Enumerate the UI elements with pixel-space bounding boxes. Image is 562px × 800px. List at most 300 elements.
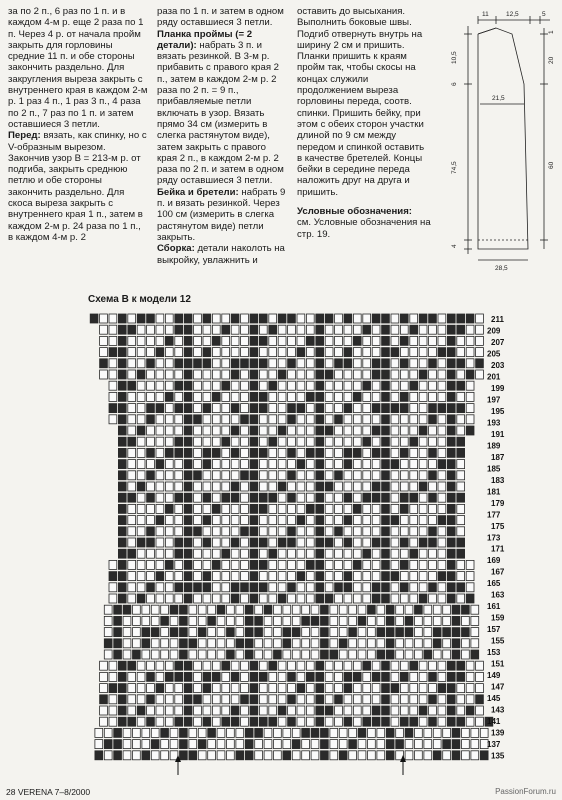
dim-label: 4 [451,244,458,248]
chart-cell [372,426,380,435]
chart-cell [415,751,423,760]
chart-cell [457,594,465,603]
chart-cell [339,740,347,749]
row-number-label: 167 [491,567,505,577]
chart-cell [316,661,324,670]
chart-cell [137,336,145,345]
chart-cell [128,370,136,379]
chart-cell [109,381,117,390]
chart-cell [165,415,173,424]
chart-cell [335,549,343,558]
chart-cell [278,493,286,502]
chart-cell [419,695,427,704]
chart-cell [288,415,296,424]
chart-cell [447,583,455,592]
chart-cell [165,504,173,513]
chart-cell [344,504,352,513]
chart-cell [372,549,380,558]
chart-cell [429,325,437,334]
chart-cell [410,348,418,357]
chart-cell [241,381,249,390]
chart-cell [184,359,192,368]
chart-cell [410,504,418,513]
chart-cell [316,404,324,413]
chart-cell [245,628,253,637]
chart-cell [156,404,164,413]
chart-cell [222,504,230,513]
chart-cell [241,527,249,536]
chart-cell [180,650,188,659]
chart-cell [400,572,408,581]
chart-cell [429,437,437,446]
chart-cell [288,404,296,413]
chart-cell [137,471,145,480]
chart-cell [231,583,239,592]
chart-cell [438,348,446,357]
chart-cell [203,695,211,704]
chart-cell [194,314,202,323]
chart-cell [212,437,220,446]
paragraph: за по 2 п., 6 раз по 1 п. и в каждом 4-м р. еще 2 раза по 1 п. Через 4 р. от начала пройм закрыть для горловины средние 11 п. и обе стороны закончить раздельно. Для закругления выреза закрыть с внутреннего края в каждом 2-м р. 1 раз 4 п., 1 раз 3 п., 4 раза по 2 п., 7 раз по 1 п. и затем оставшиеся 3 петли. [8,6,148,130]
chart-cell [306,661,314,670]
chart-cell [443,728,451,737]
chart-cell [250,706,258,715]
chart-cell [288,482,296,491]
chart-cell [208,751,216,760]
chart-cell [147,471,155,480]
chart-cell [133,628,141,637]
chart-cell [175,359,183,368]
chart-cell [231,437,239,446]
chart-cell [147,381,155,390]
chart-cell [302,639,310,648]
chart-cell [335,415,343,424]
chart-cell [180,740,188,749]
chart-cell [443,628,451,637]
chart-cell [419,482,427,491]
chart-cell [269,717,277,726]
chart-cell [109,684,117,693]
row-number-label: 177 [487,510,501,520]
chart-cell [114,650,122,659]
chart-cell [457,426,465,435]
chart-cell [339,628,347,637]
chart-cell [278,448,286,457]
chart-cell [184,661,192,670]
chart-cell [391,370,399,379]
chart-cell [363,415,371,424]
chart-cell [447,336,455,345]
chart-cell [137,672,145,681]
chart-cell [165,370,173,379]
chart-cell [316,695,324,704]
chart-cell [203,460,211,469]
chart-cell [335,448,343,457]
chart-cell [363,370,371,379]
chart-cell [156,381,164,390]
chart-cell [184,527,192,536]
chart-cell [457,504,465,513]
chart-cell [292,639,300,648]
chart-cell [288,706,296,715]
chart-cell [156,314,164,323]
chart-cell [137,583,145,592]
chart-cell [259,583,267,592]
chart-cell [283,628,291,637]
chart-cell [114,751,122,760]
chart-cell [137,493,145,502]
chart-cell [250,684,258,693]
chart-cell [297,325,305,334]
chart-cell [231,549,239,558]
chart-cell [231,594,239,603]
chart-cell [372,717,380,726]
chart-cell [372,661,380,670]
chart-cell [335,404,343,413]
chart-cell [241,460,249,469]
chart-cell [137,392,145,401]
chart-cell [175,717,183,726]
chart-cell [165,314,173,323]
chart-cell [438,695,446,704]
chart-cell [466,348,474,357]
chart-cell [429,392,437,401]
chart-cell [269,684,277,693]
page-footer: 28 VERENA 7–8/2000 [6,787,91,797]
chart-cell [118,460,126,469]
chart-cell [400,325,408,334]
chart-cell [419,471,427,480]
chart-cell [325,717,333,726]
chart-cell [128,661,136,670]
chart-cell [118,348,126,357]
chart-cell [288,572,296,581]
chart-cell [353,594,361,603]
chart-cell [391,538,399,547]
chart-cell [100,684,108,693]
chart-cell [466,336,474,345]
chart-cell [259,359,267,368]
chart-cell [400,594,408,603]
chart-cell [443,740,451,749]
chart-cell [151,605,159,614]
chart-cell [288,538,296,547]
chart-cell [231,359,239,368]
chart-cell [447,549,455,558]
chart-cell [462,628,470,637]
chart-cell [264,628,272,637]
chart-cell [288,661,296,670]
chart-cell [142,628,150,637]
chart-cell [400,348,408,357]
chart-cell [349,616,357,625]
chart-cell [104,650,112,659]
chart-cell [372,504,380,513]
chart-cell [245,728,253,737]
chart-cell [316,717,324,726]
chart-cell [438,482,446,491]
chart-cell [447,672,455,681]
dim-label: 11 [482,11,489,18]
chart-cell [165,538,173,547]
chart-cell [241,348,249,357]
chart-cell [438,437,446,446]
chart-cell [137,448,145,457]
chart-cell [184,448,192,457]
chart-cell [302,740,310,749]
chart-cell [109,706,117,715]
chart-cell [363,336,371,345]
chart-cell [100,336,108,345]
chart-cell [208,605,216,614]
chart-cell [118,538,126,547]
row-number-label: 185 [487,464,501,474]
chart-cell [104,639,112,648]
chart-cell [222,471,230,480]
chart-cell [405,751,413,760]
chart-cell [283,650,291,659]
chart-cell [353,538,361,547]
chart-cell [447,572,455,581]
chart-cell [419,594,427,603]
chart-cell [175,672,183,681]
chart-cell [344,404,352,413]
chart-cell [372,314,380,323]
chart-cell [241,325,249,334]
chart-cell [250,348,258,357]
chart-cell [274,605,282,614]
chart-cell [278,516,286,525]
chart-cell [429,415,437,424]
chart-cell [410,437,418,446]
chart-cell [165,482,173,491]
chart-cell [335,717,343,726]
chart-cell [203,314,211,323]
chart-cell [438,516,446,525]
chart-cell [400,370,408,379]
chart-cell [438,493,446,502]
chart-cell [170,728,178,737]
chart-cell [447,460,455,469]
chart-cell [156,437,164,446]
chart-cell [156,516,164,525]
chart-cell [429,560,437,569]
chart-cell [278,684,286,693]
chart-cell [231,504,239,513]
chart-cell [330,728,338,737]
chart-cell [405,639,413,648]
chart-cell [250,493,258,502]
chart-cell [325,415,333,424]
chart-cell [353,415,361,424]
chart-cell [382,672,390,681]
chart-cell [457,493,465,502]
chart-cell [325,560,333,569]
chart-cell [316,538,324,547]
chart-cell [306,426,314,435]
chart-cell [255,639,263,648]
chart-cell [241,504,249,513]
chart-cell [114,628,122,637]
chart-cell [363,448,371,457]
chart-cell [288,504,296,513]
chart-cell [156,594,164,603]
chart-cell [424,639,432,648]
chart-cell [429,661,437,670]
chart-cell [410,717,418,726]
chart-cell [358,628,366,637]
chart-cell [128,527,136,536]
chart-cell [217,740,225,749]
chart-cell [457,572,465,581]
chart-cell [321,650,329,659]
chart-cell [372,572,380,581]
chart-cell [184,493,192,502]
chart-cell [377,628,385,637]
chart-cell [306,448,314,457]
chart-cell [457,370,465,379]
chart-cell [396,650,404,659]
chart-cell [325,392,333,401]
chart-cell [405,628,413,637]
chart-cell [259,493,267,502]
chart-cell [236,616,244,625]
chart-cell [316,370,324,379]
chart-cell [410,314,418,323]
chart-cell [471,751,479,760]
chart-cell [203,594,211,603]
chart-cell [118,370,126,379]
chart-cell [433,740,441,749]
chart-cell [264,616,272,625]
chart-cell [316,448,324,457]
chart-cell [363,437,371,446]
chart-cell [278,717,286,726]
chart-cell [118,314,126,323]
chart-cell [184,572,192,581]
chart-cell [114,639,122,648]
chart-cell [316,359,324,368]
chart-cell [203,684,211,693]
chart-cell [109,359,117,368]
chart-cell [363,594,371,603]
chart-cell [471,740,479,749]
chart-cell [203,381,211,390]
chart-cell [133,639,141,648]
chart-cell [363,538,371,547]
chart-cell [438,415,446,424]
chart-cell [457,348,465,357]
chart-cell [344,527,352,536]
chart-cell [147,695,155,704]
chart-cell [353,426,361,435]
chart-cell [335,560,343,569]
chart-cell [325,314,333,323]
chart-cell [353,336,361,345]
chart-cell [382,549,390,558]
chart-cell [297,370,305,379]
chart-cell [156,392,164,401]
chart-cell [386,639,394,648]
chart-cell [391,381,399,390]
chart-cell [184,336,192,345]
chart-cell [400,549,408,558]
chart-cell [264,740,272,749]
chart-cell [462,740,470,749]
chart-cell [142,740,150,749]
chart-cell [339,639,347,648]
chart-cell [123,740,131,749]
chart-cell [400,415,408,424]
chart-cell [462,751,470,760]
chart-cell [259,482,267,491]
chart-cell [245,616,253,625]
chart-cell [353,572,361,581]
chart-cell [400,314,408,323]
chart-cell [429,404,437,413]
chart-cell [269,661,277,670]
chart-cell [231,684,239,693]
chart-cell [476,684,484,693]
chart-cell [245,605,253,614]
chart-cell [147,717,155,726]
chart-cell [170,605,178,614]
chart-cell [137,359,145,368]
chart-cell [353,549,361,558]
chart-cell [419,359,427,368]
chart-cell [194,448,202,457]
chart-cell [288,672,296,681]
section-heading-front: Перед: [8,130,41,142]
chart-cell [161,628,169,637]
chart-cell [316,684,324,693]
chart-cell [128,504,136,513]
chart-cell [274,751,282,760]
chart-cell [311,740,319,749]
chart-cell [95,728,103,737]
chart-cell [306,560,314,569]
chart-cell [368,751,376,760]
chart-cell [400,404,408,413]
chart-cell [377,751,385,760]
chart-cell [471,628,479,637]
chart-cell [363,493,371,502]
chart-cell [321,605,329,614]
chart-cell [128,426,136,435]
chart-cell [128,359,136,368]
chart-cell [297,560,305,569]
chart-cell [471,605,479,614]
chart-cell [316,672,324,681]
chart-cell [288,560,296,569]
chart-cell [438,538,446,547]
chart-cell [419,572,427,581]
chart-cell [269,471,277,480]
chart-cell [165,336,173,345]
chart-cell [457,560,465,569]
chart-cell [335,426,343,435]
chart-cell [227,605,235,614]
chart-cell [410,471,418,480]
chart-cell [222,392,230,401]
chart-cell [274,628,282,637]
chart-cell [382,504,390,513]
chart-cell [175,684,183,693]
chart-cell [269,572,277,581]
chart-cell [109,404,117,413]
chart-cell [372,392,380,401]
chart-cell [203,392,211,401]
